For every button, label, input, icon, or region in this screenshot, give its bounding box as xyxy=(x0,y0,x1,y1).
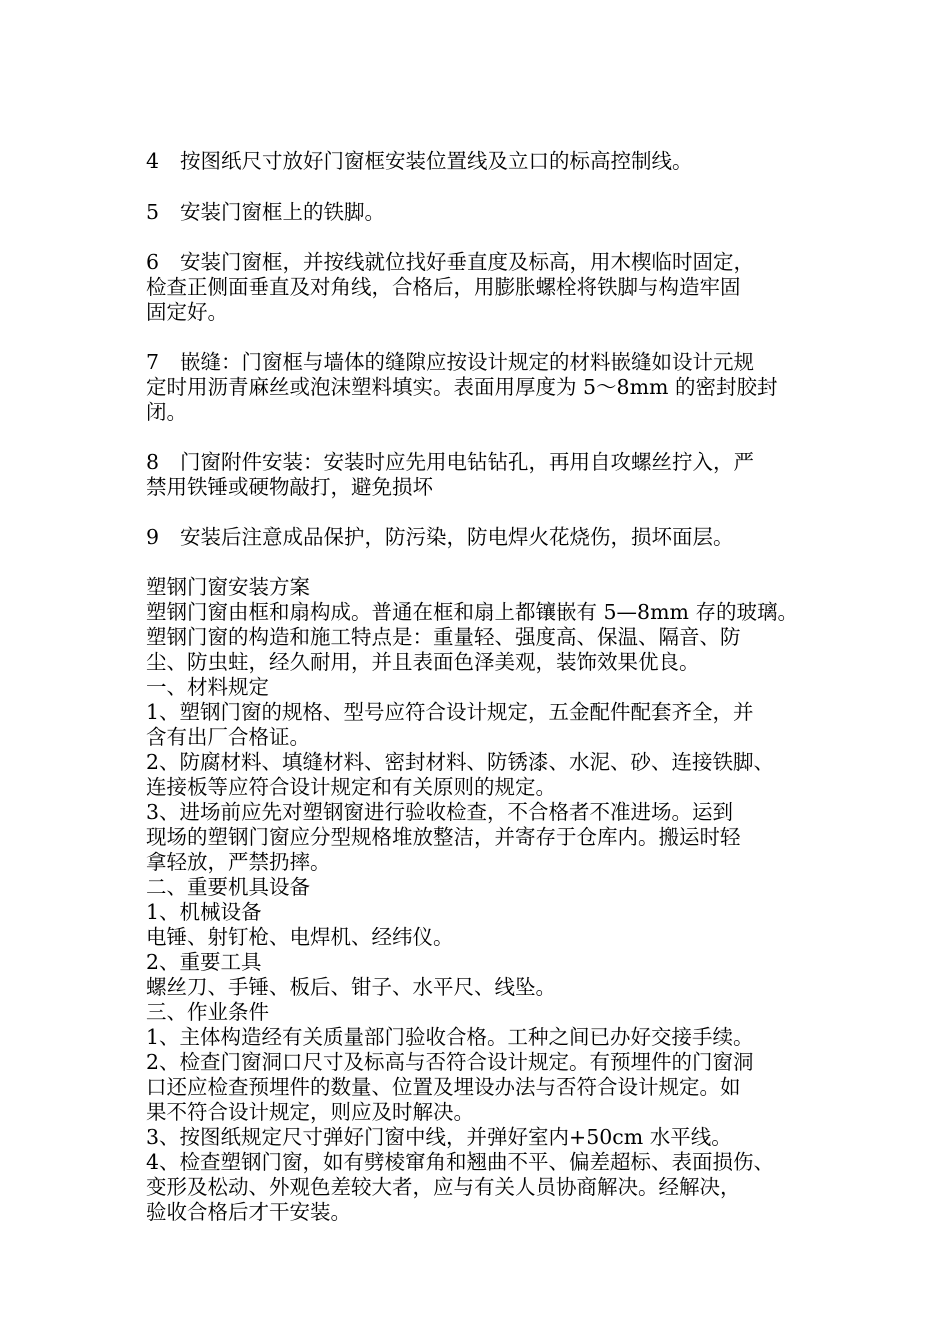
step-7-line-1: 7 嵌缝：门窗框与墙体的缝隙应按设计规定的材料嵌缝如设计元规 xyxy=(146,350,754,374)
plan-line: 电锤、射钉枪、电焊机、经纬仪。 xyxy=(146,925,454,949)
plan-line: 2、防腐材料、填缝材料、密封材料、防锈漆、水泥、砂、连接铁脚、 xyxy=(146,750,775,774)
section-heading: 三、作业条件 xyxy=(146,1000,269,1024)
plan-line: 尘、防虫蛀，经久耐用，并且表面色泽美观，装饰效果优良。 xyxy=(146,650,700,674)
plan-line: 1、主体构造经有关质量部门验收合格。工种之间已办好交接手续。 xyxy=(146,1025,754,1049)
plan-line: 1、塑钢门窗的规格、型号应符合设计规定，五金配件配套齐全，并 xyxy=(146,700,754,724)
plan-line: 连接板等应符合设计规定和有关原则的规定。 xyxy=(146,775,556,799)
step-6-line-1: 6 安装门窗框，并按线就位找好垂直度及标高，用木楔临时固定， xyxy=(146,250,754,274)
step-8-line-2: 禁用铁锤或硬物敲打，避免损坏 xyxy=(146,475,433,499)
plan-line: 现场的塑钢门窗应分型规格堆放整洁，并寄存于仓库内。搬运时轻 xyxy=(146,825,741,849)
plan-line: 塑钢门窗的构造和施工特点是：重量轻、强度高、保温、隔音、防 xyxy=(146,625,741,649)
step-8-line-1: 8 门窗附件安装：安装时应先用电钻钻孔，再用自攻螺丝拧入，严 xyxy=(146,450,754,474)
step-6-line-3: 固定好。 xyxy=(146,300,228,324)
plan-line: 含有出厂合格证。 xyxy=(146,725,310,749)
plan-line: 2、检查门窗洞口尺寸及标高与否符合设计规定。有预埋件的门窗洞 xyxy=(146,1050,754,1074)
plan-line: 螺丝刀、手锤、板后、钳子、水平尺、线坠。 xyxy=(146,975,556,999)
step-4-line-1: 4 按图纸尺寸放好门窗框安装位置线及立口的标高控制线。 xyxy=(146,149,693,173)
section-heading: 二、重要机具设备 xyxy=(146,875,310,899)
plan-title: 塑钢门窗安装方案 xyxy=(146,575,310,599)
plan-line: 验收合格后才干安装。 xyxy=(146,1200,351,1224)
plan-line: 果不符合设计规定，则应及时解决。 xyxy=(146,1100,474,1124)
step-7-line-2: 定时用沥青麻丝或泡沫塑料填实。表面用厚度为 5～8mm 的密封胶封 xyxy=(146,375,778,399)
plan-line: 塑钢门窗由框和扇构成。普通在框和扇上都镶嵌有 5—8mm 存的玻璃。 xyxy=(146,600,798,624)
plan-line: 4、检查塑钢门窗，如有劈棱窜角和翘曲不平、偏差超标、表面损伤、 xyxy=(146,1150,775,1174)
step-7-line-3: 闭。 xyxy=(146,400,187,424)
plan-line: 2、重要工具 xyxy=(146,950,262,974)
plan-line: 变形及松动、外观色差较大者，应与有关人员协商解决。经解决， xyxy=(146,1175,741,1199)
plan-line: 口还应检查预埋件的数量、位置及埋设办法与否符合设计规定。如 xyxy=(146,1075,741,1099)
step-6-line-2: 检查正侧面垂直及对角线，合格后，用膨胀螺栓将铁脚与构造牢固 xyxy=(146,275,741,299)
section-heading: 一、材料规定 xyxy=(146,675,269,699)
plan-line: 3、按图纸规定尺寸弹好门窗中线，并弹好室内+50cm 水平线。 xyxy=(146,1125,732,1149)
plan-line: 1、机械设备 xyxy=(146,900,262,924)
plan-line: 拿轻放，严禁扔摔。 xyxy=(146,850,331,874)
step-9-line-1: 9 安装后注意成品保护，防污染，防电焊火花烧伤，损坏面层。 xyxy=(146,525,734,549)
step-5-line-1: 5 安装门窗框上的铁脚。 xyxy=(146,200,385,224)
plan-line: 3、进场前应先对塑钢窗进行验收检查，不合格者不准进场。运到 xyxy=(146,800,734,824)
